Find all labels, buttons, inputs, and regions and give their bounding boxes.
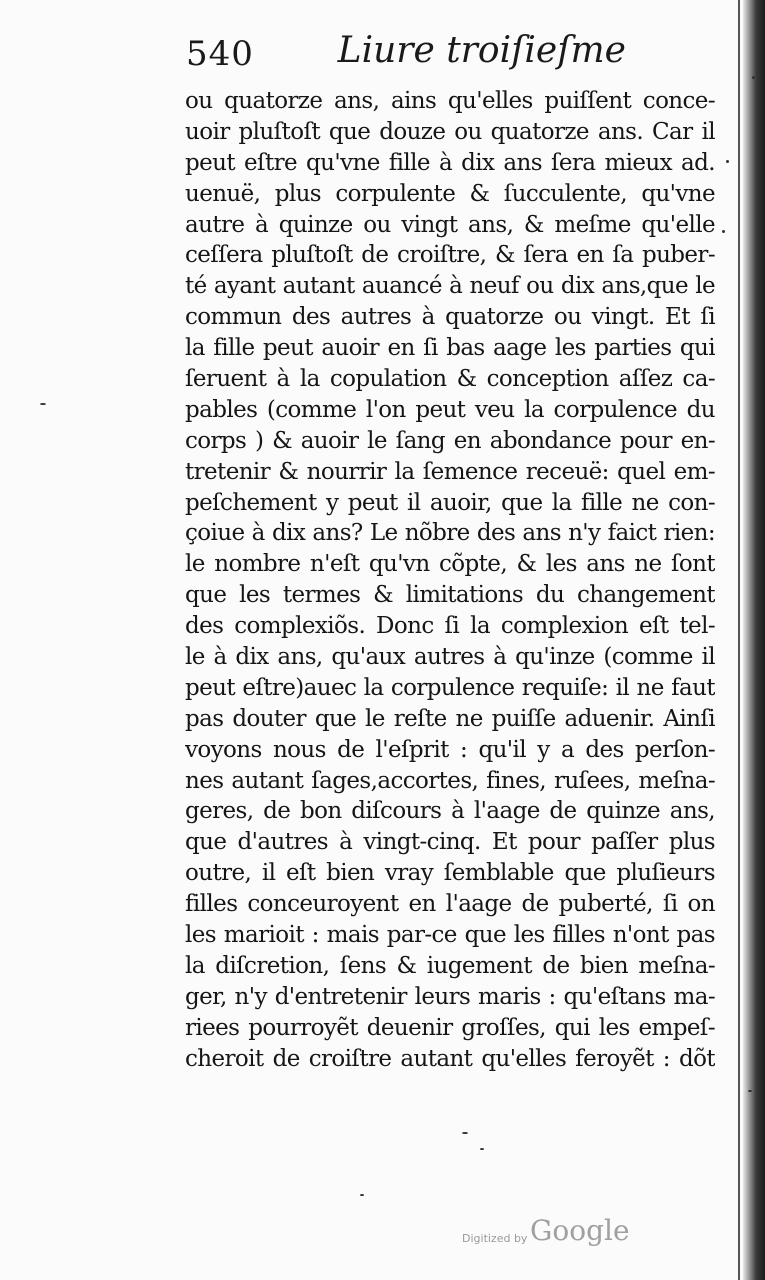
- text-line: peut eſtre qu'vne fille à dix ans ſera mieux ad.: [185, 149, 715, 176]
- page-edge-shadow: [743, 0, 765, 1280]
- text-line: la fille peut auoir en ſi bas aage les parties qui: [185, 335, 715, 362]
- body-text: [185, 86, 715, 1075]
- text-line: outre, il eſt bien vray ſemblable que pluſieurs: [185, 860, 715, 887]
- text-line: té ayant autant auancé à neuf ou dix ans,que le: [185, 273, 715, 300]
- text-line: commun des autres à quatorze ou vingt. Et ſi: [185, 304, 715, 331]
- text-line: uoir pluſtoſt que douze ou quatorze ans. Car il: [185, 118, 715, 145]
- text-line: geres, de bon diſcours à l'aage de quinze ans,: [185, 798, 715, 825]
- text-line: riees pourroyẽt deuenir groſſes, qui les empeſ-: [185, 1014, 715, 1041]
- text-line: tretenir & nourrir la ſemence receuë: quel em-: [185, 458, 715, 485]
- watermark-prefix: Digitized by: [462, 1232, 528, 1245]
- text-line: ou quatorze ans, ains qu'elles puiſſent conce-: [185, 88, 715, 114]
- text-line: les marioit : mais par-ce que les filles n'ont pas: [185, 922, 715, 949]
- text-line: peut eſtre)auec la corpulence requiſe: il ne faut: [185, 674, 715, 701]
- text-line: des complexiõs. Donc ſi la complexion eſt tel-: [185, 613, 715, 640]
- text-line: nes autant ſages,accortes, fines, ruſees, meſna-: [185, 767, 715, 794]
- text-line: la diſcretion, ſens & iugement de bien meſna-: [185, 952, 715, 979]
- text-line: peſchement y peut il auoir, que la fille ne con-: [185, 489, 715, 516]
- text-line: ceſſera pluſtoſt de croiſtre, & ſera en ſa puber-: [185, 242, 715, 269]
- text-line: que d'autres à vingt-cinq. Et pour paſſer plus: [185, 829, 715, 856]
- page-number: 540: [186, 34, 254, 74]
- text-line: corps ) & auoir le ſang en abondance pour en-: [185, 427, 715, 454]
- text-line: cheroit de croiſtre autant qu'elles feroyẽt : dõt: [185, 1045, 715, 1072]
- text-line: pas douter que le reſte ne puiſſe aduenir. Ainſi: [185, 705, 715, 732]
- running-head: Liure troiſieſme: [337, 30, 626, 71]
- text-line: que les termes & limitations du changement: [185, 582, 715, 609]
- page-header: [186, 28, 626, 82]
- text-line: çoiue à dix ans? Le nõbre des ans n'y faict rien:: [185, 520, 715, 547]
- text-line: ger, n'y d'entretenir leurs maris : qu'eſtans ma-: [185, 983, 715, 1010]
- text-line: filles conceuroyent en l'aage de puberté, ſi on: [185, 891, 715, 918]
- google-logo: Google: [530, 1214, 630, 1247]
- text-line: pables (comme l'on peut veu la corpulence du: [185, 396, 715, 423]
- text-line: uenuë, plus corpulente & ſucculente, qu'vne: [185, 180, 715, 207]
- text-line: autre à quinze ou vingt ans, & meſme qu'elle: [185, 211, 715, 238]
- text-line: voyons nous de l'eſprit : qu'il y a des perſon-: [185, 736, 715, 763]
- text-line: ſeruent à la copulation & conception aſſez ca-: [185, 366, 715, 393]
- page-gutter-line: [738, 0, 740, 1280]
- text-line: le à dix ans, qu'aux autres à qu'inze (comme il: [185, 644, 715, 671]
- text-line: le nombre n'eſt qu'vn cõpte, & les ans ne ſont: [185, 551, 715, 578]
